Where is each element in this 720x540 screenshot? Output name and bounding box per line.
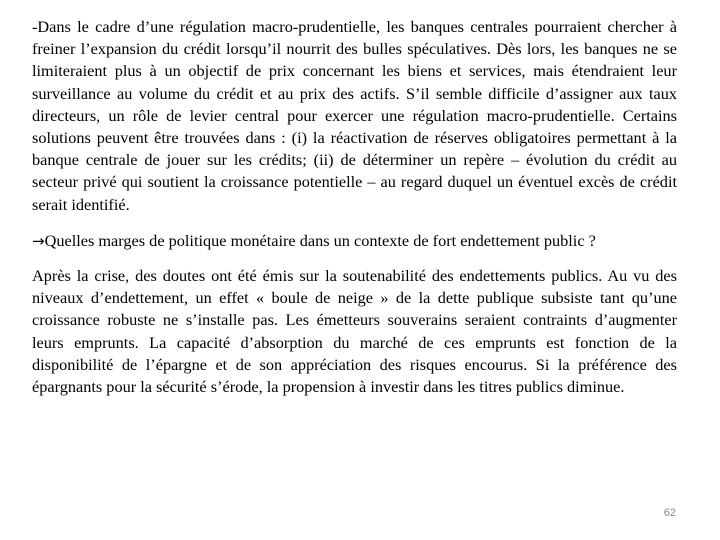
right-arrow-icon: → [32,232,45,250]
paragraph-public-debt: Après la crise, des doutes ont été émis sur la soutenabilité des endettements publics. Au vu des niveaux d’endettement, un effet « boule de neige » de la dette publique subsiste tant qu’une croissance robuste ne s’installe pas. Les émetteurs souverains seraient contraints d’augmenter leurs emprunts. La capacité d’absorption du marché de ces emprunts est fonction de la disponibilité de l’épargne et de son appréciation des risques encourus. Si la préférence des épargnants pour la sécurité s’érode, la propension à investir dans les titres publics diminue. [32,266,677,397]
section-question [32,230,677,252]
paragraph-macro-prudential: -Dans le cadre d’une régulation macro-prudentielle, les banques centrales pourraient chercher à freiner l’expansion du crédit lorsqu’il nourrit des bulles spéculatives. Dès lors, les banques ne se limiteraient plus à un objectif de prix concernant les biens et services, mais étendraient leur surveillance au volume du crédit et au prix des actifs. S’il semble difficile d’assigner aux taux directeurs, un rôle de levier central pour exercer une régulation macro-prudentielle. Certains solutions peuvent être trouvées dans : (i) la réactivation de réserves obligatoires permettant à la banque centrale de jouer sur les crédits; (ii) de déterminer un repère – évolution du crédit au secteur privé qui soutient la croissance potentielle – au regard duquel un éventuel excès de crédit serait identifié. [32,17,677,214]
question-text: Quelles marges de politique monétaire dans un contexte de fort endettement public ? [44,231,596,250]
page-number: 62 [663,507,676,519]
